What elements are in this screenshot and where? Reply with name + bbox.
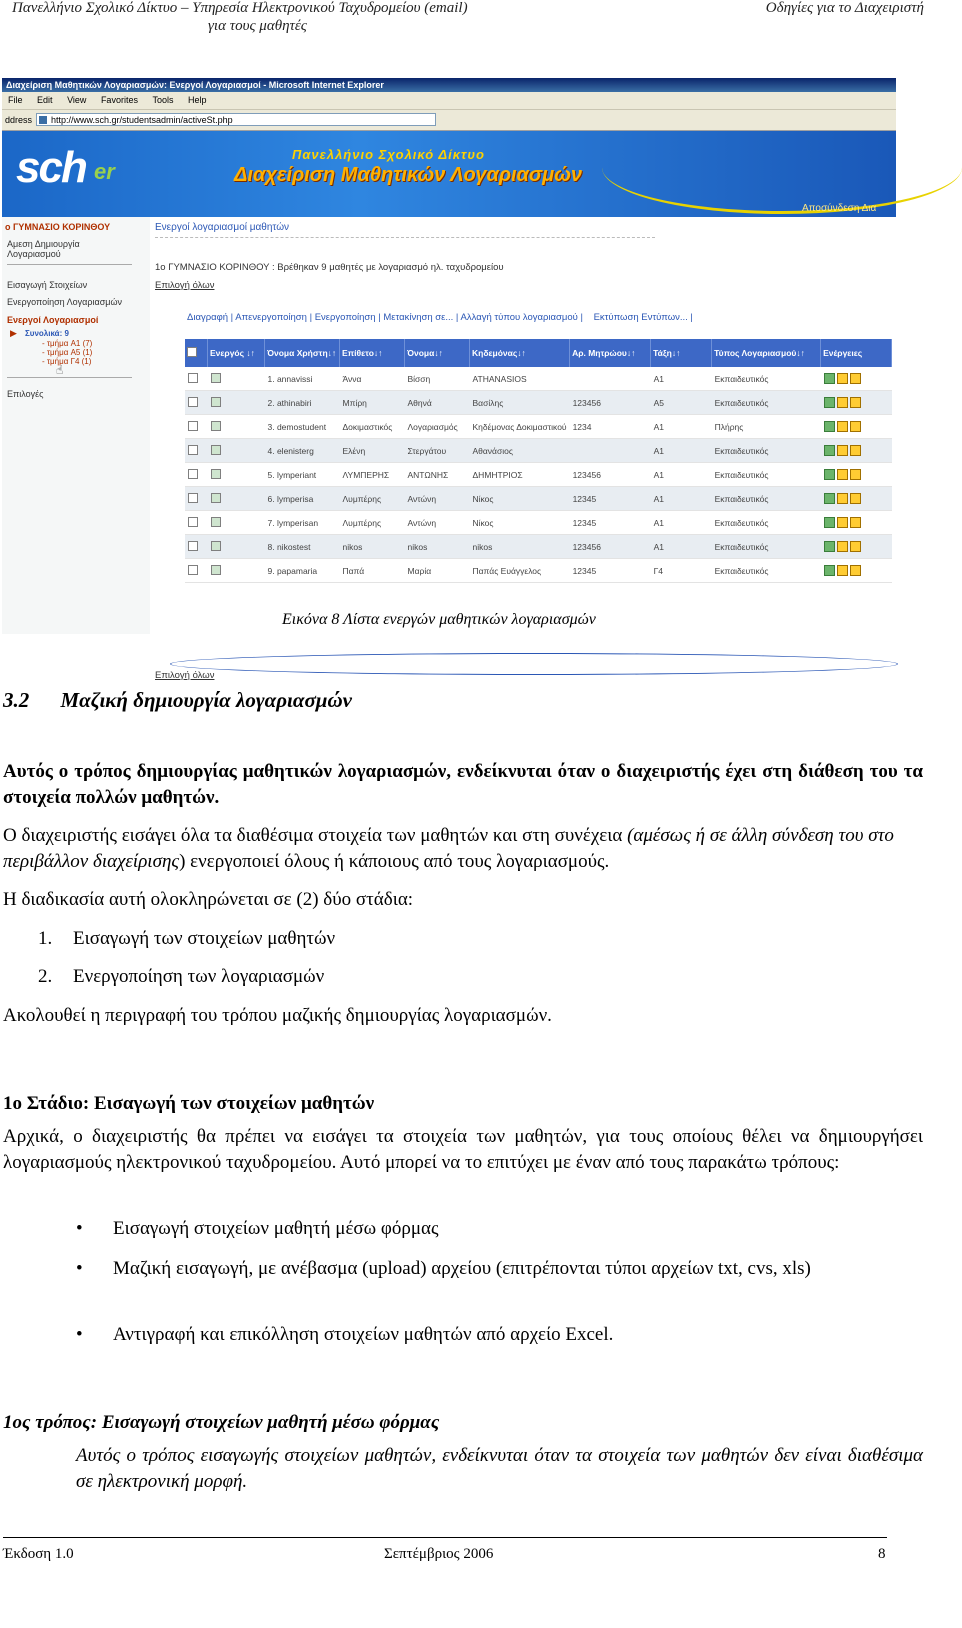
- info-icon[interactable]: [850, 397, 861, 408]
- cell-surname: Παπά: [340, 559, 405, 583]
- action-delete[interactable]: Διαγραφή: [187, 312, 229, 323]
- found-summary: 1ο ΓΥΜΝΑΣΙΟ ΚΟΡΙΝΘΟΥ : Βρέθηκαν 9 μαθητές με λογαριασμό ηλ. ταχυδρομείου: [155, 262, 504, 273]
- row-select-checkbox[interactable]: [185, 559, 208, 583]
- cell-class: A1: [651, 487, 712, 511]
- edit-icon[interactable]: [824, 469, 835, 480]
- bullet-1: Εισαγωγή στοιχείων μαθητή μέσω φόρμας: [113, 1218, 439, 1239]
- lock-icon[interactable]: [837, 397, 848, 408]
- row-active-checkbox[interactable]: [208, 487, 265, 511]
- header-select-checkbox[interactable]: [185, 339, 208, 367]
- cell-surname: nikos: [340, 535, 405, 559]
- row-actions: [821, 391, 892, 415]
- cell-account-type: Εκπαιδευτικός: [712, 535, 821, 559]
- info-icon[interactable]: [850, 421, 861, 432]
- cell-registry: 123456: [570, 391, 651, 415]
- cell-account-type: Εκπαιδευτικός: [712, 439, 821, 463]
- sidebar-item-direct-create[interactable]: Αμεση Δημιουργία Λογαριασμού: [7, 239, 80, 259]
- table-row: [185, 487, 892, 511]
- window-title: Διαχείριση Μαθητικών Λογαριασμών: Ενεργοί Λογαριασμοί - Microsoft Internet Explorer: [2, 78, 896, 92]
- bullet-3-icon: •: [76, 1324, 83, 1345]
- table-row: [185, 559, 892, 583]
- cell-guardian: Αθανάσιος: [470, 439, 570, 463]
- row-actions: [821, 559, 892, 583]
- row-actions: [821, 415, 892, 439]
- action-bar: Διαγραφή | Απενεργοποίηση | Ενεργοποίηση | Μετακίνηση σε... | Αλλαγή τύπου λογαριασμού | Εκτύπωση Εντύπων... |: [187, 312, 693, 323]
- cell-registry: 123456: [570, 535, 651, 559]
- row-select-checkbox[interactable]: [185, 535, 208, 559]
- table-row: [185, 463, 892, 487]
- tree-arrow-icon: ▶: [10, 328, 17, 338]
- p1-text-b: ) ενεργοποιεί όλους ή κάποιους από τους λογαριασμούς.: [179, 851, 610, 872]
- cell-firstname: Μαρία: [405, 559, 470, 583]
- edit-icon[interactable]: [824, 565, 835, 576]
- highlight-ellipse: [170, 653, 898, 675]
- info-icon[interactable]: [850, 565, 861, 576]
- lock-icon[interactable]: [837, 469, 848, 480]
- col-guardian[interactable]: Κηδεμόνας↓↑: [470, 339, 570, 367]
- select-all-link-bottom[interactable]: Επιλογή όλων: [155, 670, 215, 681]
- screenshot-figure: [2, 78, 896, 681]
- row-select-checkbox[interactable]: [185, 415, 208, 439]
- cell-username: 3. demostudent: [265, 415, 340, 439]
- cell-username: 7. lymperisan: [265, 511, 340, 535]
- bullet-2-icon: •: [76, 1258, 83, 1279]
- lock-icon[interactable]: [837, 565, 848, 576]
- edit-icon[interactable]: [824, 517, 835, 528]
- cell-firstname: Αντώνη: [405, 511, 470, 535]
- cell-class: A1: [651, 535, 712, 559]
- col-registry[interactable]: Αρ. Μητρώου↓↑: [570, 339, 651, 367]
- lock-icon[interactable]: [837, 493, 848, 504]
- bullet-3: Αντιγραφή και επικόλληση στοιχείων μαθητών από αρχείο Excel.: [113, 1324, 614, 1345]
- row-actions: [821, 511, 892, 535]
- row-actions: [821, 439, 892, 463]
- footer-date: Σεπτέμβριος 2006: [384, 1546, 494, 1562]
- cell-account-type: Εκπαιδευτικός: [712, 367, 821, 391]
- action-move[interactable]: Μετακίνηση σε...: [383, 312, 454, 323]
- row-active-checkbox[interactable]: [208, 439, 265, 463]
- app-title: Διαχείριση Μαθητικών Λογαριασμών: [234, 164, 583, 186]
- cell-guardian: Κηδέμονας Δοκιμαστικού: [470, 415, 570, 439]
- row-active-checkbox[interactable]: [208, 391, 265, 415]
- cell-class: A5: [651, 391, 712, 415]
- bullet-1-icon: •: [76, 1218, 83, 1239]
- lock-icon[interactable]: [837, 421, 848, 432]
- col-username[interactable]: Όνομα Χρήστη↓↑: [265, 339, 340, 367]
- cell-username: 6. lymperisa: [265, 487, 340, 511]
- cell-guardian: Νίκος: [470, 511, 570, 535]
- cell-surname: ΛΥΜΠΕΡΗΣ: [340, 463, 405, 487]
- cell-account-type: Πλήρης: [712, 415, 821, 439]
- step-2-text: Ενεργοποίηση των λογαριασμών: [73, 966, 325, 987]
- cell-registry: 12345: [570, 511, 651, 535]
- main-panel: [152, 217, 896, 681]
- cell-firstname: ΑΝΤΩΝΗΣ: [405, 463, 470, 487]
- action-change-type[interactable]: Αλλαγή τύπου λογαριασμού: [460, 312, 578, 323]
- accounts-table: [185, 339, 892, 583]
- method1-heading: 1ος τρόπος: Εισαγωγή στοιχείων μαθητή μέσω φόρμας: [3, 1412, 440, 1433]
- info-icon[interactable]: [850, 541, 861, 552]
- row-active-checkbox[interactable]: [208, 559, 265, 583]
- menu-favorites[interactable]: Favorites: [100, 95, 138, 105]
- step-2: [38, 964, 324, 990]
- row-select-checkbox[interactable]: [185, 511, 208, 535]
- row-actions: [821, 487, 892, 511]
- cell-firstname: nikos: [405, 535, 470, 559]
- row-active-checkbox[interactable]: [208, 463, 265, 487]
- cell-account-type: Εκπαιδευτικός: [712, 391, 821, 415]
- site-banner: [2, 131, 896, 217]
- table-row: [185, 511, 892, 535]
- info-icon[interactable]: [850, 469, 861, 480]
- action-deactivate[interactable]: Απενεργοποίηση: [235, 312, 307, 323]
- cell-firstname: Βίσση: [405, 367, 470, 391]
- menu-file[interactable]: File: [8, 95, 23, 105]
- cell-account-type: Εκπαιδευτικός: [712, 463, 821, 487]
- cell-class: A1: [651, 511, 712, 535]
- edit-icon[interactable]: [824, 493, 835, 504]
- table-row: [185, 391, 892, 415]
- row-active-checkbox[interactable]: [208, 511, 265, 535]
- sidebar: [2, 217, 150, 634]
- row-actions: [821, 463, 892, 487]
- row-select-checkbox[interactable]: [185, 487, 208, 511]
- figure-caption: Εικόνα 8 Λίστα ενεργών μαθητικών λογαριασμών: [282, 611, 596, 628]
- cell-guardian: ATHANASIOS: [470, 367, 570, 391]
- sidebar-item-import[interactable]: Εισαγωγή Στοιχείων: [7, 280, 88, 290]
- cell-username: 4. elenisterg: [265, 439, 340, 463]
- lock-icon[interactable]: [837, 445, 848, 456]
- step-1-text: Εισαγωγή των στοιχείων μαθητών: [73, 928, 336, 949]
- select-all-link[interactable]: Επιλογή όλων: [155, 280, 215, 291]
- sch-logo-suffix: er: [94, 159, 115, 184]
- row-select-checkbox[interactable]: [185, 391, 208, 415]
- paragraph-3: Ακολουθεί η περιγραφή του τρόπου μαζικής δημιουργίας λογαριασμών.: [3, 1005, 552, 1026]
- paragraph-2: Η διαδικασία αυτή ολοκληρώνεται σε (2) δύο στάδια:: [3, 889, 414, 910]
- lock-icon[interactable]: [837, 373, 848, 384]
- logout-link[interactable]: Αποσύνδεση Δια: [802, 203, 877, 214]
- cell-surname: Μπίρη: [340, 391, 405, 415]
- table-row: [185, 367, 892, 391]
- edit-icon[interactable]: [824, 421, 835, 432]
- main-title: Ενεργοί λογαριασμοί μαθητών: [155, 222, 290, 233]
- cell-surname: Ελένη: [340, 439, 405, 463]
- method1-paragraph: Αυτός ο τρόπος εισαγωγής στοιχείων μαθητών, ενδείκνυται όταν τα στοιχεία των μαθητών δεν είναι διαθέσιμα σε ηλεκτρονική μορφή.: [76, 1445, 923, 1492]
- cell-guardian: ΔΗΜΗΤΡΙΟΣ: [470, 463, 570, 487]
- cell-guardian: nikos: [470, 535, 570, 559]
- menu-tools[interactable]: Tools: [152, 95, 174, 105]
- bullet-2: Μαζική εισαγωγή, με ανέβασμα (upload) αρχείου (επιτρέπονται τύποι αρχείων txt, cvs, xls): [113, 1258, 811, 1279]
- cell-account-type: Εκπαιδευτικός: [712, 511, 821, 535]
- network-title: Πανελλήνιο Σχολικό Δίκτυο: [292, 147, 485, 162]
- row-select-checkbox[interactable]: [185, 367, 208, 391]
- cell-guardian: Παπάς Ευάγγελος: [470, 559, 570, 583]
- col-firstname[interactable]: Όνομα↓↑: [405, 339, 470, 367]
- cell-surname: Λυμπέρης: [340, 487, 405, 511]
- url-text: http://www.sch.gr/studentsadmin/activeSt.php: [51, 115, 233, 125]
- sidebar-item-active[interactable]: Ενεργοί Λογαριασμοί: [7, 315, 99, 325]
- cell-username: 9. papamaria: [265, 559, 340, 583]
- hand-cursor-icon: ☝: [56, 363, 64, 377]
- paragraph-1: [3, 823, 923, 875]
- cell-firstname: Λογαριασμός: [405, 415, 470, 439]
- sidebar-item-activate[interactable]: Ενεργοποίηση Λογαριασμών: [7, 297, 122, 307]
- footer-version: Έκδοση 1.0: [3, 1546, 74, 1562]
- col-class[interactable]: Τάξη↓↑: [651, 339, 712, 367]
- cell-class: A1: [651, 439, 712, 463]
- info-icon[interactable]: [850, 517, 861, 528]
- edit-icon[interactable]: [824, 373, 835, 384]
- step-1-num: 1.: [38, 928, 53, 949]
- cell-account-type: Εκπαιδευτικός: [712, 487, 821, 511]
- row-actions: [821, 367, 892, 391]
- cell-registry: [570, 367, 651, 391]
- table-row: [185, 535, 892, 559]
- info-icon[interactable]: [850, 373, 861, 384]
- lock-icon[interactable]: [837, 517, 848, 528]
- stage1-paragraph: Αρχικά, ο διαχειριστής θα πρέπει να εισάγει τα στοιχεία των μαθητών, για τους οποίους θέλει να δημιουργήσει λογαριασμούς ηλεκτρονικού ταχυδρομείου. Αυτό μπορεί να το επιτύχει με έναν από τους παρακάτω τρόπους:: [3, 1126, 923, 1173]
- section-title: Μαζική δημιουργία λογαριασμών: [60, 688, 352, 712]
- cell-username: 2. athinabiri: [265, 391, 340, 415]
- tree-item-g4[interactable]: - τμήμα Γ4 (1): [42, 357, 92, 366]
- menu-bar: [2, 92, 896, 110]
- col-active[interactable]: Ενεργός ↓↑: [208, 339, 265, 367]
- cell-firstname: Αντώνη: [405, 487, 470, 511]
- cell-username: 8. nikostest: [265, 535, 340, 559]
- cell-firstname: Στεργάτου: [405, 439, 470, 463]
- cell-registry: 1234: [570, 415, 651, 439]
- cell-class: A1: [651, 367, 712, 391]
- cell-registry: [570, 439, 651, 463]
- table-row: [185, 415, 892, 439]
- col-actions: Ενέργειες: [821, 339, 892, 367]
- cell-registry: 12345: [570, 559, 651, 583]
- sidebar-options[interactable]: Επιλογές: [7, 389, 44, 399]
- cell-class: Γ4: [651, 559, 712, 583]
- table-row: [185, 439, 892, 463]
- page-icon: [39, 116, 47, 124]
- section-number: 3.2: [3, 688, 30, 712]
- action-activate[interactable]: Ενεργοποίηση: [314, 312, 376, 323]
- col-surname[interactable]: Επίθετο↓↑: [340, 339, 405, 367]
- banner-swoosh-decoration: [602, 121, 962, 214]
- tree-item-a5[interactable]: - τμήμα A5 (1): [42, 348, 93, 357]
- menu-edit[interactable]: Edit: [37, 95, 53, 105]
- step-2-num: 2.: [38, 966, 53, 987]
- cell-firstname: Αθηνά: [405, 391, 470, 415]
- cell-class: A1: [651, 463, 712, 487]
- edit-icon[interactable]: [824, 397, 835, 408]
- p1-text-italic: (αμέσως ή σε άλλη σύνδεση του στο περιβάλλον διαχείρισης: [3, 825, 894, 872]
- lock-icon[interactable]: [837, 541, 848, 552]
- footer-rule: [3, 1537, 887, 1538]
- p1-text-a: Ο διαχειριστής εισάγει όλα τα διαθέσιμα στοιχεία των μαθητών και στη συνέχεια: [3, 825, 628, 846]
- cell-account-type: Εκπαιδευτικός: [712, 559, 821, 583]
- cell-surname: Άννα: [340, 367, 405, 391]
- row-active-checkbox[interactable]: [208, 367, 265, 391]
- info-icon[interactable]: [850, 445, 861, 456]
- info-icon[interactable]: [850, 493, 861, 504]
- tree-root[interactable]: Συνολικά: 9: [25, 329, 69, 338]
- section-heading: [3, 688, 352, 713]
- action-print[interactable]: Εκτύπωση Εντύπων...: [593, 312, 688, 323]
- sch-logo: sch: [16, 143, 86, 192]
- step-1: [38, 926, 335, 952]
- address-label: ddress: [5, 115, 33, 125]
- header-left-line1: Πανελλήνιο Σχολικό Δίκτυο – Υπηρεσία Ηλεκτρονικού Ταχυδρομείου (email): [12, 0, 468, 16]
- cell-surname: Λυμπέρης: [340, 511, 405, 535]
- edit-icon[interactable]: [824, 541, 835, 552]
- table-header-row: [185, 339, 892, 367]
- col-account-type[interactable]: Τύπος Λογαριασμού↓↑: [712, 339, 821, 367]
- row-actions: [821, 535, 892, 559]
- menu-view[interactable]: View: [67, 95, 87, 105]
- header-left-line2: για τους μαθητές: [208, 18, 307, 34]
- url-field[interactable]: [36, 113, 436, 126]
- cell-username: 1. annavissi: [265, 367, 340, 391]
- row-active-checkbox[interactable]: [208, 415, 265, 439]
- cell-registry: 123456: [570, 463, 651, 487]
- cell-guardian: Βασίλης: [470, 391, 570, 415]
- menu-help[interactable]: Help: [188, 95, 207, 105]
- row-select-checkbox[interactable]: [185, 439, 208, 463]
- footer-page: 8: [878, 1546, 886, 1562]
- cell-username: 5. lymperiant: [265, 463, 340, 487]
- cell-surname: Δοκιμαστικός: [340, 415, 405, 439]
- intro-paragraph: Αυτός ο τρόπος δημιουργίας μαθητικών λογαριασμών, ενδείκνυται όταν ο διαχειριστής έχει στη διάθεση του τα στοιχεία πολλών μαθητών.: [3, 761, 923, 808]
- stage1-heading: 1ο Στάδιο: Εισαγωγή των στοιχείων μαθητών: [3, 1093, 375, 1114]
- sidebar-school: ο ΓΥΜΝΑΣΙΟ ΚΟΡΙΝΘΟΥ: [5, 222, 111, 232]
- cell-guardian: Νίκος: [470, 487, 570, 511]
- header-right: Οδηγίες για το Διαχειριστή: [765, 0, 924, 16]
- row-active-checkbox[interactable]: [208, 535, 265, 559]
- edit-icon[interactable]: [824, 445, 835, 456]
- tree-item-a1[interactable]: - τμήμα A1 (7): [42, 339, 93, 348]
- cell-class: A1: [651, 415, 712, 439]
- cell-registry: 12345: [570, 487, 651, 511]
- row-select-checkbox[interactable]: [185, 463, 208, 487]
